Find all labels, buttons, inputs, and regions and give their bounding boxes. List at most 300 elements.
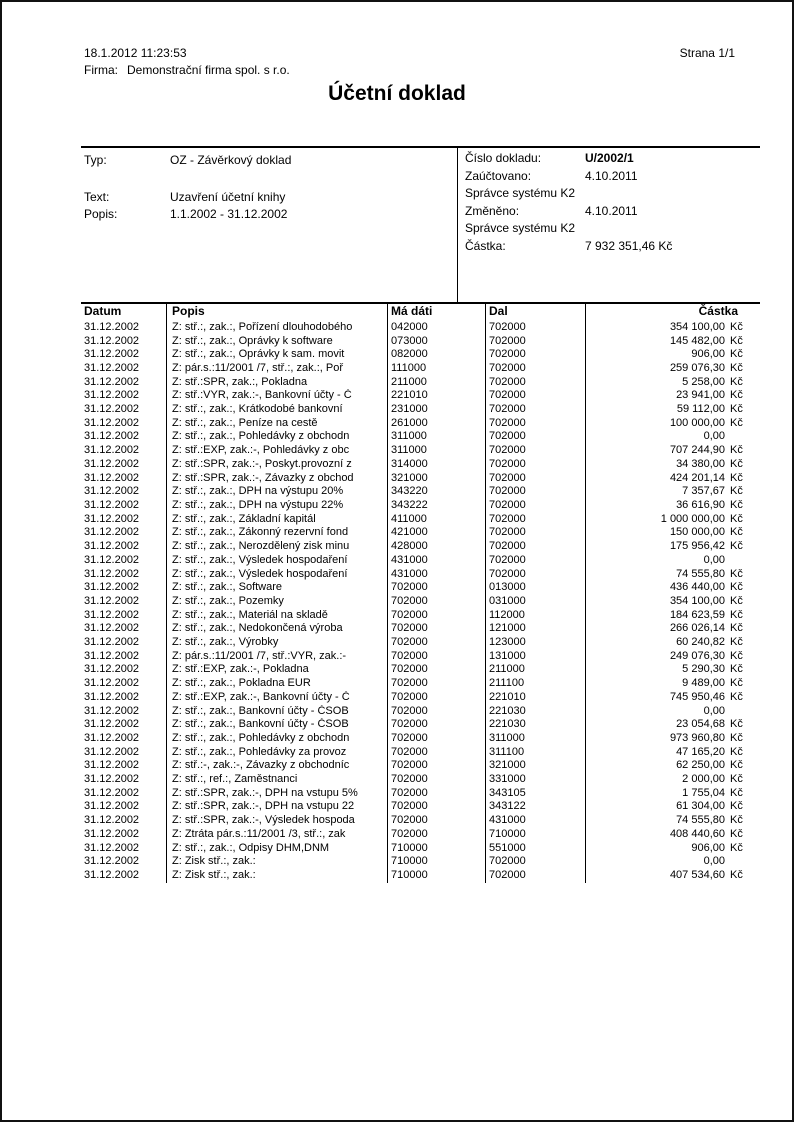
cell-castka xyxy=(585,595,760,607)
cell-datum: 31.12.2002 xyxy=(84,567,140,580)
cell-dal: 702000 xyxy=(489,485,526,498)
cell-dal: 702000 xyxy=(489,540,526,553)
cell-dal: 311000 xyxy=(489,731,525,744)
cell-dal: 702000 xyxy=(489,334,526,347)
table-row xyxy=(81,608,760,622)
table-row xyxy=(81,471,760,485)
cell-castka xyxy=(585,526,760,538)
amount-number: 745 950,46 xyxy=(669,690,725,703)
amount-number: 354 100,00 xyxy=(669,320,725,333)
cell-madati: 702000 xyxy=(391,608,428,621)
amount-number: 7 357,67 xyxy=(682,485,725,498)
cell-castka xyxy=(585,869,760,881)
currency-suffix: Kč xyxy=(730,444,743,457)
cell-madati: 702000 xyxy=(391,814,428,827)
cell-popis: Z: stř.:, zak.:, Pohledávky z obchodn xyxy=(172,731,350,744)
cell-datum: 31.12.2002 xyxy=(84,334,140,347)
cell-popis: Z: stř.:, zak.:, Software xyxy=(172,581,283,594)
table-row xyxy=(81,347,760,361)
cell-castka xyxy=(585,540,760,552)
amount-number: 23 054,68 xyxy=(676,718,725,731)
currency-suffix: Kč xyxy=(730,786,743,799)
cell-popis: Z: stř.:, zak.:, Bankovní účty - ČSOB xyxy=(172,718,349,731)
changed-row xyxy=(465,204,638,219)
cell-madati: 710000 xyxy=(391,868,428,881)
cell-datum: 31.12.2002 xyxy=(84,389,140,402)
cell-datum: 31.12.2002 xyxy=(84,814,140,827)
type-value: OZ - Závěrkový doklad xyxy=(170,153,292,167)
amount-number: 424 201,14 xyxy=(669,471,725,484)
table-row xyxy=(81,320,760,334)
cell-dal: 702000 xyxy=(489,389,526,402)
cell-datum: 31.12.2002 xyxy=(84,498,140,511)
table-body xyxy=(81,320,760,882)
amount-number: 9 489,00 xyxy=(682,677,725,690)
amount-number: 707 244,90 xyxy=(669,444,725,457)
cell-datum: 31.12.2002 xyxy=(84,841,140,854)
amount-number: 0,00 xyxy=(703,704,725,717)
amount-number: 249 076,30 xyxy=(669,649,725,662)
amount-number: 34 380,00 xyxy=(676,457,725,470)
cell-castka xyxy=(585,732,760,744)
table-row xyxy=(81,649,760,663)
cell-madati: 702000 xyxy=(391,800,428,813)
cell-popis: Z: stř.:, zak.:, Pořízení dlouhodobého xyxy=(172,320,353,333)
cell-castka xyxy=(585,362,760,374)
document-title: Účetní doklad xyxy=(328,82,466,105)
cell-castka xyxy=(585,650,760,662)
cell-dal: 702000 xyxy=(489,868,526,881)
cell-castka xyxy=(585,746,760,758)
cell-datum: 31.12.2002 xyxy=(84,594,140,607)
amount-number: 1 755,04 xyxy=(682,786,725,799)
cell-dal: 013000 xyxy=(489,581,526,594)
cell-madati: 431000 xyxy=(391,567,428,580)
cell-dal: 343122 xyxy=(489,800,526,813)
cell-madati: 314000 xyxy=(391,457,428,470)
page-number: Strana 1/1 xyxy=(679,46,735,60)
currency-suffix: Kč xyxy=(730,403,743,416)
cell-castka xyxy=(585,321,760,333)
amount-number: 354 100,00 xyxy=(669,594,725,607)
cell-popis: Z: Zisk stř.:, zak.: xyxy=(172,855,256,868)
cell-castka xyxy=(585,376,760,388)
table-row xyxy=(81,416,760,430)
cell-madati: 702000 xyxy=(391,745,428,758)
cell-castka xyxy=(585,622,760,634)
cell-madati: 221010 xyxy=(391,389,428,402)
table-row xyxy=(81,731,760,745)
cell-dal: 702000 xyxy=(489,430,526,443)
cell-popis: Z: stř.:, zak.:, Pohledávky z obchodn xyxy=(172,430,350,443)
cell-datum: 31.12.2002 xyxy=(84,457,140,470)
cell-castka xyxy=(585,389,760,401)
cell-popis: Z: pár.s.:11/2001 /7, stř.:VYR, zak.:- xyxy=(172,649,347,662)
cell-castka xyxy=(585,403,760,415)
cell-dal: 702000 xyxy=(489,553,526,566)
cell-castka xyxy=(585,444,760,456)
cell-madati: 073000 xyxy=(391,334,428,347)
currency-suffix: Kč xyxy=(730,581,743,594)
cell-popis: Z: stř.:, ref.:, Zaměstnanci xyxy=(172,773,298,786)
cell-castka xyxy=(585,828,760,840)
cell-castka xyxy=(585,458,760,470)
cell-dal: 702000 xyxy=(489,403,526,416)
column-header-popis: Popis xyxy=(172,304,205,318)
table-row xyxy=(81,841,760,855)
table-row xyxy=(81,526,760,540)
currency-suffix: Kč xyxy=(730,841,743,854)
cell-castka xyxy=(585,814,760,826)
cell-datum: 31.12.2002 xyxy=(84,361,140,374)
cell-dal: 311100 xyxy=(489,745,525,758)
company-name: Demonstrační firma spol. s r.o. xyxy=(127,63,290,77)
cell-castka xyxy=(585,472,760,484)
cell-dal: 702000 xyxy=(489,348,526,361)
cell-dal: 221030 xyxy=(489,704,526,717)
currency-suffix: Kč xyxy=(730,498,743,511)
cell-dal: 321000 xyxy=(489,759,526,772)
cell-madati: 702000 xyxy=(391,622,428,635)
cell-dal: 431000 xyxy=(489,814,526,827)
cell-dal: 702000 xyxy=(489,320,526,333)
cell-popis: Z: Ztráta pár.s.:11/2001 /3, stř.:, zak xyxy=(172,827,346,840)
cell-popis: Z: Zisk stř.:, zak.: xyxy=(172,868,256,881)
company-line xyxy=(84,63,290,78)
cell-dal: 702000 xyxy=(489,855,526,868)
table-row xyxy=(81,827,760,841)
cell-dal: 702000 xyxy=(489,375,526,388)
currency-suffix: Kč xyxy=(730,636,743,649)
table-row xyxy=(81,717,760,731)
table-row xyxy=(81,457,760,471)
cell-madati: 702000 xyxy=(391,663,428,676)
cell-castka xyxy=(585,800,760,812)
type-label: Typ: xyxy=(84,153,107,167)
changed-user-row xyxy=(465,221,575,236)
currency-suffix: Kč xyxy=(730,361,743,374)
amount-number: 100 000,00 xyxy=(669,416,725,429)
table-row xyxy=(81,745,760,759)
cell-madati: 710000 xyxy=(391,841,428,854)
cell-madati: 211000 xyxy=(391,375,427,388)
table-row xyxy=(81,389,760,403)
changed-user: Správce systému K2 xyxy=(465,221,576,235)
currency-suffix: Kč xyxy=(730,718,743,731)
cell-castka xyxy=(585,581,760,593)
cell-popis: Z: stř.:, zak.:, Základní kapitál xyxy=(172,512,316,525)
table-row xyxy=(81,676,760,690)
cell-popis: Z: stř.:, zak.:, Oprávky k software xyxy=(172,334,333,347)
cell-popis: Z: stř.:, zak.:, Materiál na skladě xyxy=(172,608,328,621)
cell-popis: Z: stř.:SPR, zak.:-, Výsledek hospoda xyxy=(172,814,355,827)
cell-madati: 428000 xyxy=(391,540,428,553)
cell-madati: 702000 xyxy=(391,718,428,731)
cell-datum: 31.12.2002 xyxy=(84,759,140,772)
amount-number: 150 000,00 xyxy=(669,526,725,539)
cell-madati: 261000 xyxy=(391,416,428,429)
cell-datum: 31.12.2002 xyxy=(84,731,140,744)
cell-popis: Z: stř.:, zak.:, Oprávky k sam. movit xyxy=(172,348,345,361)
table-row xyxy=(81,484,760,498)
table-row xyxy=(81,334,760,348)
cell-datum: 31.12.2002 xyxy=(84,416,140,429)
cell-popis: Z: stř.:, zak.:, Pohledávky za provoz xyxy=(172,745,347,758)
currency-suffix: Kč xyxy=(730,567,743,580)
doc-text-row xyxy=(84,190,285,205)
cell-madati: 311000 xyxy=(391,430,427,443)
cell-castka xyxy=(585,855,760,867)
table-row xyxy=(81,567,760,581)
changed-date: 4.10.2011 xyxy=(585,204,638,218)
amount-number: 407 534,60 xyxy=(669,868,725,881)
amount-number: 74 555,80 xyxy=(676,814,725,827)
info-divider xyxy=(457,146,458,303)
table-row xyxy=(81,553,760,567)
cell-popis: Z: stř.:-, zak.:-, Závazky z obchodníc xyxy=(172,759,350,772)
table-row xyxy=(81,430,760,444)
currency-suffix xyxy=(730,554,747,566)
table-row xyxy=(81,854,760,868)
amount-number: 60 240,82 xyxy=(676,636,725,649)
currency-suffix: Kč xyxy=(730,512,743,525)
currency-suffix: Kč xyxy=(730,389,743,402)
table-row xyxy=(81,868,760,882)
cell-datum: 31.12.2002 xyxy=(84,718,140,731)
table-row xyxy=(81,594,760,608)
amount-number: 266 026,14 xyxy=(669,622,725,635)
cell-dal: 702000 xyxy=(489,444,526,457)
cell-castka xyxy=(585,568,760,580)
amount-number: 408 440,60 xyxy=(669,827,725,840)
cell-datum: 31.12.2002 xyxy=(84,827,140,840)
cell-madati: 411000 xyxy=(391,512,427,525)
currency-suffix xyxy=(730,855,747,867)
table-row xyxy=(81,772,760,786)
cell-dal: 211000 xyxy=(489,663,525,676)
table-row xyxy=(81,512,760,526)
currency-suffix: Kč xyxy=(730,594,743,607)
currency-suffix: Kč xyxy=(730,759,743,772)
cell-datum: 31.12.2002 xyxy=(84,375,140,388)
column-header-datum: Datum xyxy=(84,304,122,318)
cell-popis: Z: stř.:SPR, zak.:-, DPH na vstupu 5% xyxy=(172,786,358,799)
currency-suffix: Kč xyxy=(730,814,743,827)
cell-popis: Z: stř.:, zak.:, Nedokončená výroba xyxy=(172,622,343,635)
amount-number: 0,00 xyxy=(703,855,725,868)
cell-datum: 31.12.2002 xyxy=(84,800,140,813)
currency-suffix: Kč xyxy=(730,485,743,498)
table-row xyxy=(81,580,760,594)
column-header-madati: Má dáti xyxy=(391,304,433,318)
posted-date: 4.10.2011 xyxy=(585,169,638,183)
cell-dal: 131000 xyxy=(489,649,526,662)
cell-datum: 31.12.2002 xyxy=(84,526,140,539)
cell-madati: 702000 xyxy=(391,581,428,594)
amount-row xyxy=(465,239,672,254)
cell-madati: 311000 xyxy=(391,444,427,457)
column-header-dal: Dal xyxy=(489,304,508,318)
cell-madati: 710000 xyxy=(391,855,428,868)
cell-popis: Z: stř.:EXP, zak.:-, Bankovní účty - Č xyxy=(172,690,350,703)
table-row xyxy=(81,663,760,677)
amount-number: 0,00 xyxy=(703,430,725,443)
cell-castka xyxy=(585,773,760,785)
cell-madati: 702000 xyxy=(391,773,428,786)
cell-popis: Z: stř.:SPR, zak.:, Pokladna xyxy=(172,375,308,388)
table-row xyxy=(81,759,760,773)
cell-datum: 31.12.2002 xyxy=(84,855,140,868)
currency-suffix: Kč xyxy=(730,375,743,388)
cell-popis: Z: stř.:, zak.:, Výsledek hospodaření xyxy=(172,553,348,566)
cell-madati: 702000 xyxy=(391,827,428,840)
cell-popis: Z: stř.:SPR, zak.:-, Poskyt.provozní z xyxy=(172,457,352,470)
cell-popis: Z: stř.:, zak.:, Nerozdělený zisk minu xyxy=(172,540,350,553)
cell-madati: 702000 xyxy=(391,636,428,649)
cell-dal: 123000 xyxy=(489,636,526,649)
changed-label: Změněno: xyxy=(465,204,520,218)
cell-castka xyxy=(585,513,760,525)
cell-dal: 343105 xyxy=(489,786,526,799)
posted-row xyxy=(465,169,638,184)
cell-madati: 321000 xyxy=(391,471,428,484)
currency-suffix: Kč xyxy=(730,677,743,690)
cell-datum: 31.12.2002 xyxy=(84,485,140,498)
currency-suffix: Kč xyxy=(730,663,743,676)
amount-number: 62 250,00 xyxy=(676,759,725,772)
cell-popis: Z: stř.:, zak.:, Krátkodobé bankovní xyxy=(172,403,343,416)
text-label: Text: xyxy=(84,190,110,204)
currency-suffix: Kč xyxy=(730,690,743,703)
cell-popis: Z: stř.:EXP, zak.:-, Pokladna xyxy=(172,663,309,676)
table-row xyxy=(81,690,760,704)
cell-castka xyxy=(585,718,760,730)
cell-datum: 31.12.2002 xyxy=(84,581,140,594)
currency-suffix xyxy=(730,430,747,442)
cell-datum: 31.12.2002 xyxy=(84,745,140,758)
currency-suffix: Kč xyxy=(730,622,743,635)
cell-datum: 31.12.2002 xyxy=(84,622,140,635)
amount-number: 0,00 xyxy=(703,553,725,566)
cell-datum: 31.12.2002 xyxy=(84,320,140,333)
cell-popis: Z: stř.:, zak.:, Výsledek hospodaření xyxy=(172,567,348,580)
cell-dal: 221030 xyxy=(489,718,526,731)
table-row xyxy=(81,402,760,416)
currency-suffix: Kč xyxy=(730,608,743,621)
table-row xyxy=(81,443,760,457)
cell-castka xyxy=(585,787,760,799)
cell-datum: 31.12.2002 xyxy=(84,677,140,690)
currency-suffix: Kč xyxy=(730,649,743,662)
cell-castka xyxy=(585,417,760,429)
table-row xyxy=(81,635,760,649)
cell-dal: 121000 xyxy=(489,622,526,635)
cell-popis: Z: stř.:VYR, zak.:-, Bankovní účty - Č xyxy=(172,389,352,402)
table-row xyxy=(81,800,760,814)
posted-label: Zaúčtovano: xyxy=(465,169,532,183)
cell-datum: 31.12.2002 xyxy=(84,444,140,457)
posted-user-row xyxy=(465,186,575,201)
company-label: Firma: xyxy=(84,63,118,77)
cell-madati: 431000 xyxy=(391,553,428,566)
cell-madati: 702000 xyxy=(391,704,428,717)
cell-dal: 702000 xyxy=(489,526,526,539)
amount-value: 7 932 351,46 Kč xyxy=(585,239,673,253)
cell-madati: 702000 xyxy=(391,594,428,607)
currency-suffix: Kč xyxy=(730,320,743,333)
currency-suffix: Kč xyxy=(730,540,743,553)
cell-datum: 31.12.2002 xyxy=(84,512,140,525)
cell-dal: 211100 xyxy=(489,677,525,690)
amount-number: 2 000,00 xyxy=(682,773,725,786)
cell-dal: 702000 xyxy=(489,457,526,470)
currency-suffix: Kč xyxy=(730,457,743,470)
amount-number: 175 956,42 xyxy=(669,540,725,553)
table-row xyxy=(81,498,760,512)
column-header-castka: Částka xyxy=(698,304,738,318)
cell-madati: 702000 xyxy=(391,690,428,703)
amount-number: 23 941,00 xyxy=(676,389,725,402)
currency-suffix: Kč xyxy=(730,731,743,744)
cell-dal: 702000 xyxy=(489,567,526,580)
amount-number: 906,00 xyxy=(691,841,725,854)
cell-popis: Z: pár.s.:11/2001 /7, stř.:, zak.:, Poř xyxy=(172,361,343,374)
cell-castka xyxy=(585,348,760,360)
cell-datum: 31.12.2002 xyxy=(84,540,140,553)
cell-castka xyxy=(585,485,760,497)
table-row xyxy=(81,375,760,389)
cell-datum: 31.12.2002 xyxy=(84,471,140,484)
cell-datum: 31.12.2002 xyxy=(84,663,140,676)
cell-castka xyxy=(585,691,760,703)
info-top-rule xyxy=(81,146,760,148)
cell-datum: 31.12.2002 xyxy=(84,649,140,662)
cell-dal: 702000 xyxy=(489,361,526,374)
amount-number: 145 482,00 xyxy=(669,334,725,347)
currency-suffix: Kč xyxy=(730,745,743,758)
amount-number: 259 076,30 xyxy=(669,361,725,374)
cell-castka xyxy=(585,636,760,648)
amount-number: 61 304,00 xyxy=(676,800,725,813)
cell-madati: 343222 xyxy=(391,498,428,511)
cell-dal: 710000 xyxy=(489,827,526,840)
table-row xyxy=(81,813,760,827)
cell-madati: 421000 xyxy=(391,526,428,539)
cell-madati: 082000 xyxy=(391,348,428,361)
cell-popis: Z: stř.:, zak.:, Odpisy DHM,DNM xyxy=(172,841,330,854)
cell-dal: 702000 xyxy=(489,498,526,511)
posted-user: Správce systému K2 xyxy=(465,186,576,200)
cell-madati: 702000 xyxy=(391,731,428,744)
cell-popis: Z: stř.:SPR, zak.:-, Závazky z obchod xyxy=(172,471,354,484)
currency-suffix xyxy=(730,705,747,717)
description-value: 1.1.2002 - 31.12.2002 xyxy=(170,207,288,221)
amount-number: 5 258,00 xyxy=(682,375,725,388)
cell-popis: Z: stř.:, zak.:, Pozemky xyxy=(172,594,284,607)
amount-number: 36 616,90 xyxy=(676,498,725,511)
cell-madati: 343220 xyxy=(391,485,428,498)
currency-suffix: Kč xyxy=(730,827,743,840)
cell-castka xyxy=(585,499,760,511)
description-label: Popis: xyxy=(84,207,118,221)
cell-datum: 31.12.2002 xyxy=(84,348,140,361)
currency-suffix: Kč xyxy=(730,471,743,484)
amount-number: 973 960,80 xyxy=(669,731,725,744)
cell-madati: 702000 xyxy=(391,759,428,772)
cell-dal: 331000 xyxy=(489,773,526,786)
cell-castka xyxy=(585,705,760,717)
cell-datum: 31.12.2002 xyxy=(84,690,140,703)
